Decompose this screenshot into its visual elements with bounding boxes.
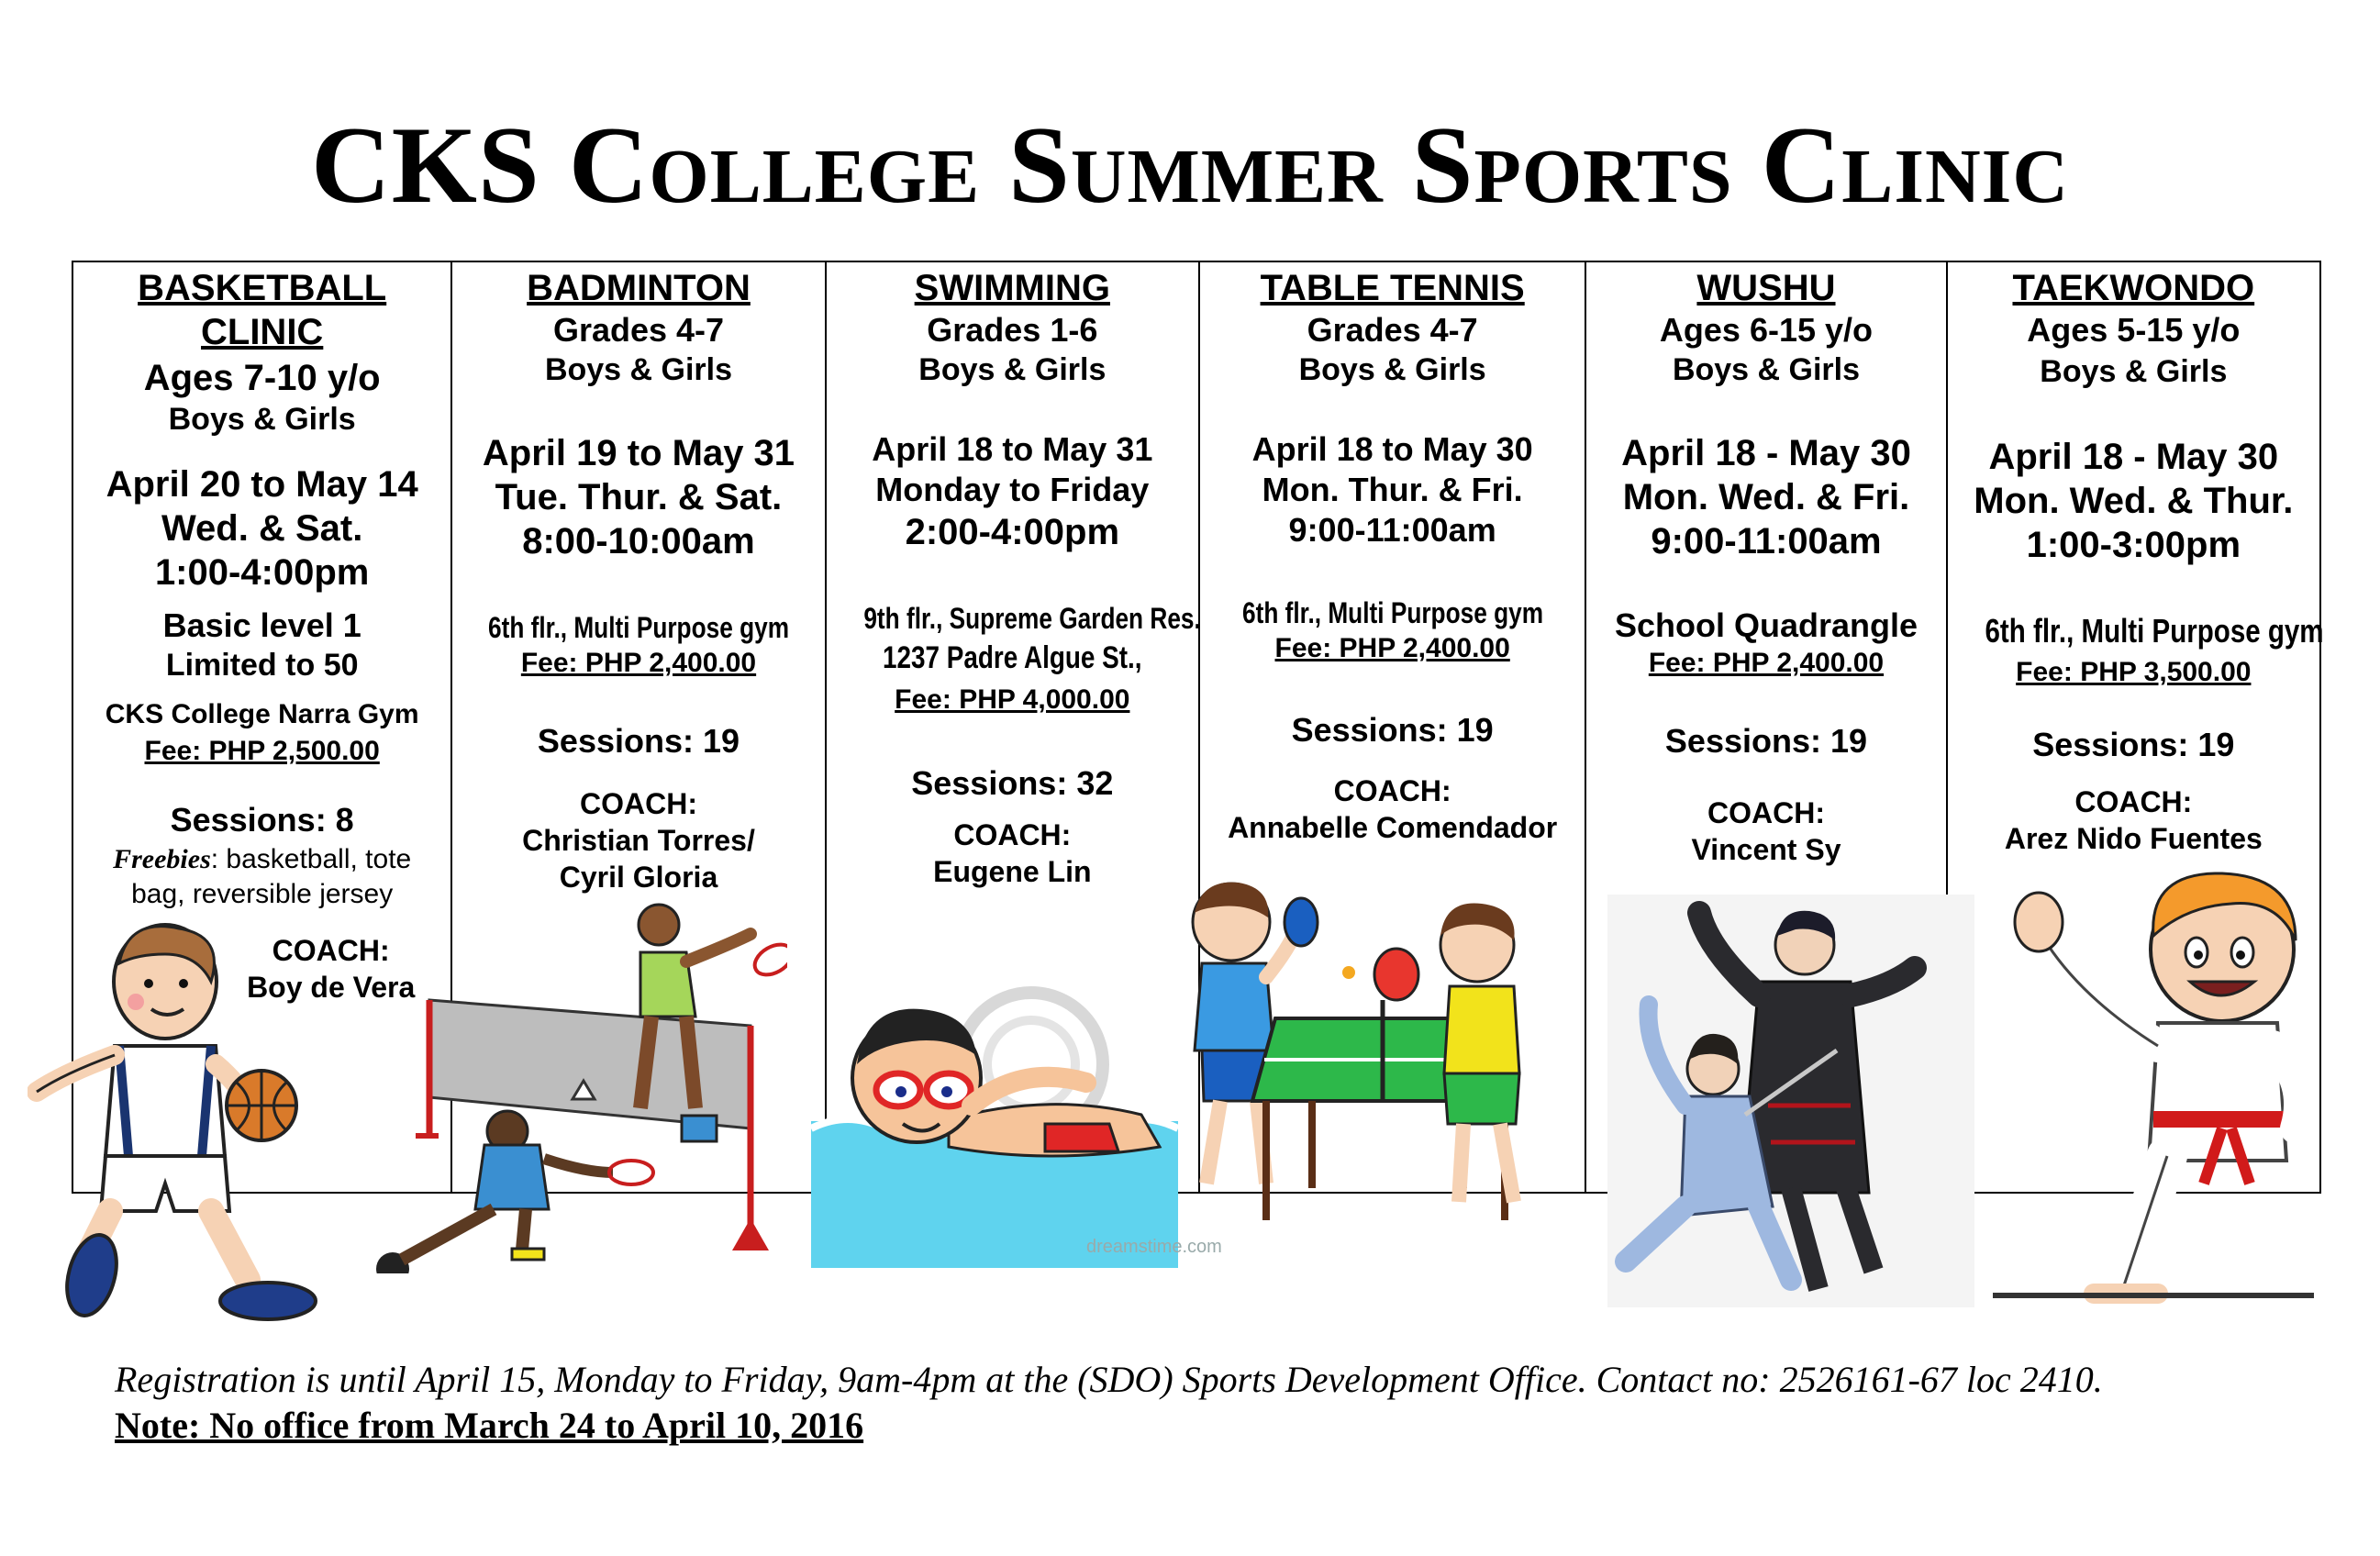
clinic-freebies: Freebies: basketball, tote bbox=[113, 844, 412, 874]
clinic-gender: Boys & Girls bbox=[544, 352, 733, 387]
clinic-dates: April 18 to May 30 bbox=[1251, 430, 1533, 468]
coach-name: Arez Nido Fuentes bbox=[2004, 822, 2263, 855]
clinic-time: 1:00-3:00pm bbox=[2026, 525, 2241, 565]
coach-label: COACH: bbox=[580, 787, 697, 820]
clinic-sessions: Sessions: 19 bbox=[2032, 726, 2235, 763]
coach-label: COACH: bbox=[272, 934, 390, 967]
clinic-fee: Fee: PHP 2,400.00 bbox=[520, 648, 757, 678]
clinic-dates: April 18 - May 30 bbox=[1621, 433, 1911, 473]
clinic-sessions: Sessions: 19 bbox=[537, 722, 740, 760]
clinic-venue: 6th flr., Multi Purpose gym bbox=[1985, 612, 2324, 650]
page-title: CKS College Summer Sports Clinic bbox=[310, 104, 2070, 226]
clinic-gender: Boys & Girls bbox=[918, 352, 1107, 387]
clinic-venue: 6th flr., Multi Purpose gym bbox=[1241, 596, 1543, 629]
clinic-days: Mon. Wed. & Thur. bbox=[1974, 481, 2294, 521]
clinic-time: 2:00-4:00pm bbox=[905, 512, 1120, 552]
taekwondo-illustration bbox=[1993, 862, 2341, 1312]
coach-name: Eugene Lin bbox=[933, 855, 1092, 888]
clinic-sessions: Sessions: 8 bbox=[170, 801, 354, 839]
office-closure-note: Note: No office from March 24 to April 10, 2016 bbox=[115, 1405, 864, 1446]
clinic-sessions: Sessions: 19 bbox=[1664, 722, 1868, 760]
clinic-fee: Fee: PHP 3,500.00 bbox=[2016, 657, 2252, 687]
clinic-dates: April 18 to May 31 bbox=[872, 430, 1153, 468]
clinic-venue: 1237 Padre Algue St., bbox=[883, 640, 1142, 675]
clinic-days: Wed. & Sat. bbox=[161, 508, 363, 549]
coach-label: COACH: bbox=[2074, 785, 2193, 818]
clinic-fee: Fee: PHP 2,500.00 bbox=[144, 736, 380, 766]
clinic-ages: Ages 6-15 y/o bbox=[1659, 311, 1874, 349]
clinic-venue: CKS College Narra Gym bbox=[105, 699, 419, 729]
clinic-days: Mon. Wed. & Fri. bbox=[1622, 477, 1910, 517]
clinic-name: CLINIC bbox=[201, 312, 324, 352]
coach-name: Boy de Vera bbox=[247, 971, 416, 1004]
clinic-days: Monday to Friday bbox=[875, 471, 1150, 508]
clinic-freebies: bag, reversible jersey bbox=[131, 879, 394, 909]
clinic-venue: 9th flr., Supreme Garden Res. bbox=[862, 602, 1201, 635]
clinic-gender: Boys & Girls bbox=[2040, 354, 2228, 389]
coach-label: COACH: bbox=[1333, 774, 1451, 807]
clinic-days: Tue. Thur. & Sat. bbox=[495, 477, 783, 517]
basketball-player-illustration bbox=[28, 917, 339, 1321]
clinic-fee: Fee: PHP 2,400.00 bbox=[1274, 633, 1510, 663]
clinic-name: TABLE TENNIS bbox=[1260, 268, 1525, 308]
clinic-fee: Fee: PHP 4,000.00 bbox=[895, 684, 1130, 715]
clinic-limit: Limited to 50 bbox=[165, 648, 359, 683]
clinic-dates: April 18 - May 30 bbox=[1988, 437, 2279, 477]
coach-name: Annabelle Comendador bbox=[1228, 811, 1558, 844]
clinic-days: Mon. Thur. & Fri. bbox=[1262, 471, 1523, 508]
clinic-time: 9:00-11:00am bbox=[1288, 511, 1496, 549]
coach-label: COACH: bbox=[1707, 796, 1825, 829]
clinic-gender: Boys & Girls bbox=[168, 402, 356, 437]
clinic-venue: School Quadrangle bbox=[1614, 606, 1918, 644]
clinic-gender: Boys & Girls bbox=[1298, 352, 1486, 387]
clinic-name: BASKETBALL bbox=[138, 268, 387, 308]
clinic-dates: April 20 to May 14 bbox=[106, 464, 418, 505]
clinic-grades: Grades 4-7 bbox=[1307, 311, 1478, 349]
clinic-venue: 6th flr., Multi Purpose gym bbox=[487, 611, 790, 644]
clinic-sessions: Sessions: 19 bbox=[1291, 711, 1494, 749]
clinic-fee: Fee: PHP 2,400.00 bbox=[1648, 648, 1885, 678]
wushu-illustration bbox=[1607, 895, 1974, 1307]
coach-label: COACH: bbox=[953, 818, 1072, 851]
clinic-grades: Grades 4-7 bbox=[552, 311, 725, 349]
clinic-name: SWIMMING bbox=[914, 268, 1110, 308]
clinic-name: WUSHU bbox=[1696, 268, 1836, 308]
table-tennis-illustration bbox=[1165, 872, 1624, 1280]
badminton-illustration bbox=[365, 897, 787, 1273]
clinic-grades: Grades 1-6 bbox=[927, 311, 1098, 349]
clinic-time: 1:00-4:00pm bbox=[154, 552, 370, 593]
clinic-ages: Ages 7-10 y/o bbox=[143, 358, 381, 398]
clinic-sessions: Sessions: 32 bbox=[911, 764, 1114, 802]
clinic-time: 8:00-10:00am bbox=[522, 521, 755, 561]
registration-info: Registration is until April 15, Monday to Friday, 9am-4pm at the (SDO) Sports Development Office. Contact no: 2526161-67 loc 2410. bbox=[115, 1359, 2103, 1400]
clinic-time: 9:00-11:00am bbox=[1651, 521, 1882, 561]
clinic-ages: Ages 5-15 y/o bbox=[2027, 311, 2241, 349]
clinic-dates: April 19 to May 31 bbox=[482, 433, 795, 473]
coach-name: Christian Torres/ bbox=[522, 824, 755, 857]
coach-name: Vincent Sy bbox=[1691, 833, 1841, 866]
clinic-name: BADMINTON bbox=[527, 268, 751, 308]
watermark-text: dreamstime.com bbox=[1086, 1237, 1222, 1257]
coach-name: Cyril Gloria bbox=[559, 861, 718, 894]
clinic-name: TAEKWONDO bbox=[2012, 268, 2255, 308]
clinic-level: Basic level 1 bbox=[162, 606, 361, 644]
clinic-gender: Boys & Girls bbox=[1672, 352, 1861, 387]
